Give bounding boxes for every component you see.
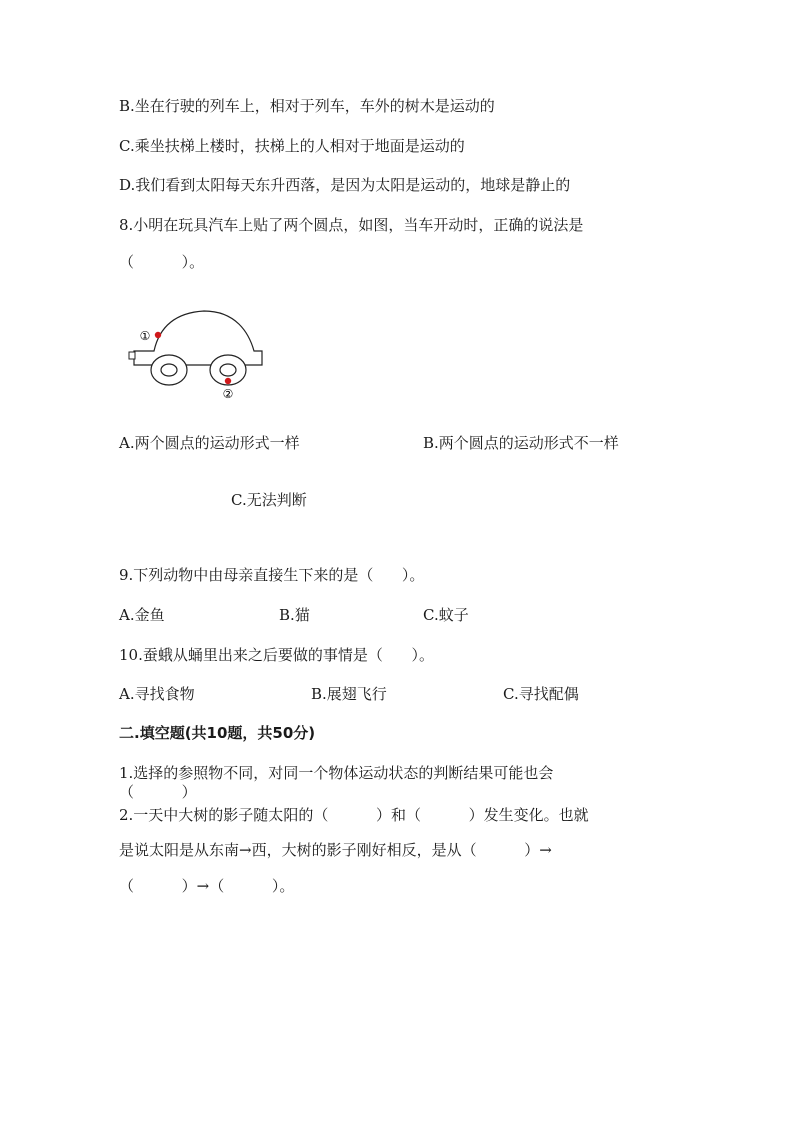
car-headlight — [129, 352, 135, 359]
label-1: ① — [139, 329, 151, 343]
fill-q2-line1: 2.一天中大树的影子随太阳的（ ）和（ ）发生变化。也就 — [119, 806, 589, 824]
toy-car-figure — [124, 303, 274, 403]
q7-option-d: D.我们看到太阳每天东升西落，是因为太阳是运动的，地球是静止的 — [119, 176, 571, 194]
q9-option-a: A.金鱼 — [119, 606, 165, 624]
q9-option-c: C.蚊子 — [423, 606, 469, 624]
fill-q1-line2: （ ） — [119, 783, 197, 801]
fill-q1-line1: 1.选择的参照物不同，对同一个物体运动状态的判断结果可能也会 — [119, 764, 554, 782]
q9-option-b: B.猫 — [279, 606, 310, 624]
q9-stem: 9.下列动物中由母亲直接生下来的是（ ）。 — [119, 566, 425, 584]
q10-option-a: A.寻找食物 — [119, 685, 195, 703]
q8-option-a: A.两个圆点的运动形式一样 — [119, 434, 300, 452]
label-2: ② — [222, 387, 234, 401]
q7-option-c: C.乘坐扶梯上楼时，扶梯上的人相对于地面是运动的 — [119, 137, 465, 155]
car-body-outline — [134, 311, 262, 365]
fill-q2-line3: （ ）→（ ）。 — [119, 877, 295, 895]
fill-q2-line2: 是说太阳是从东南→西，大树的影子刚好相反，是从（ ）→ — [119, 841, 552, 859]
dot-1 — [155, 332, 161, 338]
q8-stem: 8.小明在玩具汽车上贴了两个圆点，如图，当车开动时，正确的说法是 — [119, 216, 584, 234]
q8-blank: （ ）。 — [119, 253, 205, 271]
q10-stem: 10.蚕蛾从蛹里出来之后要做的事情是（ ）。 — [119, 646, 434, 664]
section-heading: 二.填空题(共10题，共50分) — [119, 724, 316, 742]
front-wheel — [151, 355, 187, 385]
q10-option-c: C.寻找配偶 — [503, 685, 579, 703]
q7-option-b: B.坐在行驶的列车上，相对于列车，车外的树木是运动的 — [119, 97, 495, 115]
q8-option-c: C.无法判断 — [231, 491, 307, 509]
dot-2 — [225, 378, 231, 384]
q8-option-b: B.两个圆点的运动形式不一样 — [423, 434, 619, 452]
q10-option-b: B.展翅飞行 — [311, 685, 387, 703]
